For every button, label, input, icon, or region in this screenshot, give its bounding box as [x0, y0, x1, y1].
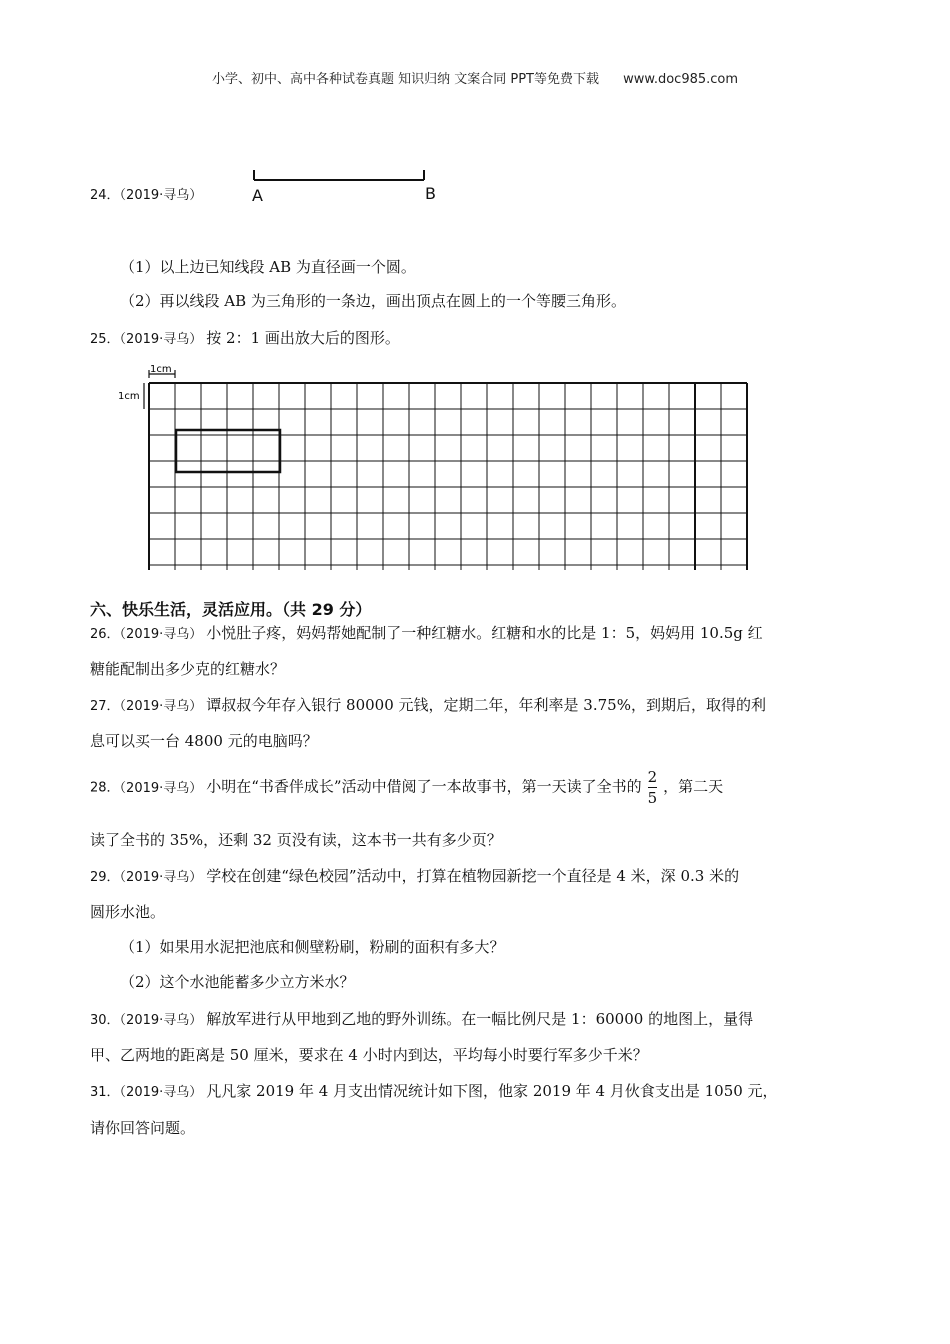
- question-text: 凡凡家 2019 年 4 月支出情况统计如下图，他家 2019 年 4 月伙食支出是 1050 元，: [206, 1082, 778, 1100]
- question-number: 24．: [90, 188, 120, 203]
- question-28-line-1: [90, 768, 723, 807]
- question-source: （2019·寻乌）: [119, 188, 203, 203]
- question-source: （2019·寻乌）: [119, 780, 203, 796]
- question-26-line-1: [90, 622, 763, 646]
- question-number: 27．: [90, 699, 120, 714]
- question-24-part-1: （1）以上边已知线段 AB 为直径画一个圆。: [120, 258, 416, 276]
- question-30-line-2: 甲、乙两地的距离是 50 厘米，要求在 4 小时内到达，平均每小时要行军多少千米？: [90, 1046, 648, 1064]
- question-25: [90, 327, 400, 351]
- header-site: www.doc985.com: [623, 72, 739, 87]
- segment-ab-figure: [246, 162, 436, 208]
- question-27-line-1: [90, 694, 766, 718]
- question-source: （2019·寻乌）: [119, 699, 203, 714]
- question-29-line-1: [90, 865, 739, 889]
- fraction: [648, 768, 658, 807]
- question-31-line-1: [90, 1080, 778, 1104]
- question-29-line-2: 圆形水池。: [90, 903, 166, 921]
- question-source: （2019·寻乌）: [119, 1013, 203, 1028]
- question-number: 30．: [90, 1013, 120, 1028]
- question-30-line-1: [90, 1008, 753, 1032]
- question-24-part-2: （2）再以线段 AB 为三角形的一条边，画出顶点在圆上的一个等腰三角形。: [120, 292, 626, 310]
- question-24-title: [90, 183, 206, 207]
- grid-lines: [149, 383, 747, 570]
- fraction-denominator: 5: [647, 789, 658, 807]
- question-text: 按 2：1 画出放大后的图形。: [206, 329, 400, 347]
- header-text: 小学、初中、高中各种试卷真题 知识归纳 文案合同 PPT等免费下载: [211, 72, 599, 87]
- question-text: 小明在“书香伴成长”活动中借阅了一本故事书，第一天读了全书的: [206, 777, 642, 796]
- question-text: 学校在创建“绿色校园”活动中，打算在植物园新挖一个直径是 4 米，深 0.3 米的: [206, 867, 740, 885]
- question-number: 26．: [90, 627, 120, 642]
- point-b-label: B: [425, 184, 436, 203]
- question-text: 解放军进行从甲地到乙地的野外训练。在一幅比例尺是 1：60000 的地图上，量得: [206, 1010, 754, 1028]
- question-source: （2019·寻乌）: [119, 627, 203, 642]
- question-source: （2019·寻乌）: [119, 1085, 203, 1100]
- fraction-numerator: 2: [647, 768, 658, 786]
- question-number: 25．: [90, 332, 120, 347]
- point-a-label: A: [252, 186, 263, 205]
- question-source: （2019·寻乌）: [119, 870, 203, 885]
- question-text: 谭叔叔今年存入银行 80000 元钱，定期二年，年利率是 3.75%，到期后，取得的利: [206, 696, 766, 714]
- unit-label-top: 1cm: [150, 364, 172, 375]
- question-26-line-2: 糖能配制出多少克的红糖水？: [90, 660, 286, 678]
- unit-label-left: 1cm: [118, 391, 140, 402]
- question-number: 28．: [90, 780, 120, 796]
- question-number: 29．: [90, 870, 120, 885]
- question-text: 小悦肚子疼，妈妈帮她配制了一种红糖水。红糖和水的比是 1：5，妈妈用 10.5g 红: [206, 624, 763, 642]
- original-rectangle: [176, 430, 280, 472]
- page-header: [0, 68, 950, 87]
- square-grid-figure: [112, 360, 762, 570]
- question-28-line-2: 读了全书的 35%，还剩 32 页没有读，这本书一共有多少页？: [90, 831, 502, 849]
- question-29-part-2: （2）这个水池能蓄多少立方米水？: [120, 973, 355, 991]
- section-6-title: 六、快乐生活，灵活应用。（共 29 分）: [90, 600, 372, 619]
- question-text-cont: ，第二天: [663, 777, 724, 796]
- question-29-part-1: （1）如果用水泥把池底和侧壁粉刷，粉刷的面积有多大？: [120, 938, 505, 956]
- question-31-line-2: 请你回答问题。: [90, 1119, 196, 1137]
- question-source: （2019·寻乌）: [119, 332, 203, 347]
- question-27-line-2: 息可以买一台 4800 元的电脑吗？: [90, 732, 318, 750]
- question-number: 31．: [90, 1085, 120, 1100]
